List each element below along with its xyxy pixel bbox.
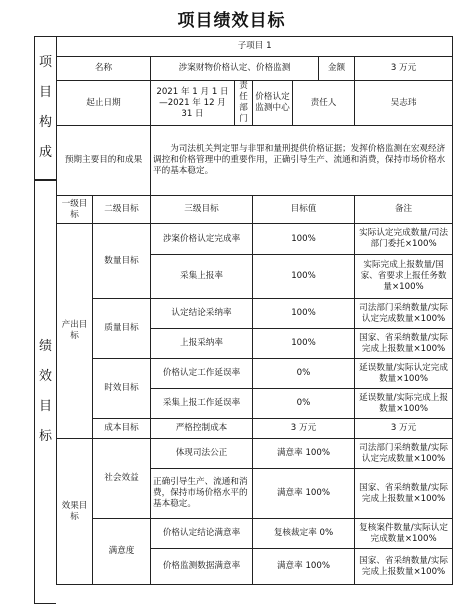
section-char: 目 <box>38 399 52 414</box>
section-char: 效 <box>38 369 52 384</box>
table-row <box>57 224 453 255</box>
target-cell: 100% <box>253 299 355 329</box>
sub-project-title: 子项目 1 <box>57 37 453 57</box>
l3-cell: 价格监测数据满意率 <box>151 549 253 585</box>
name-value: 涉案财物价格认定、价格监测 <box>151 57 319 81</box>
group-timeliness: 时效目标 <box>93 359 151 419</box>
note-cell: 延误数量/实际认定完成数量×100% <box>355 359 453 389</box>
note-cell: 延误数量/实际完成上报数量×100% <box>355 389 453 419</box>
period-value: 2021 年 1 月 1 日—2021 年 12 月 31 日 <box>151 81 235 126</box>
note-cell: 司法部门采纳数量/实际认定完成数量×100% <box>355 439 453 469</box>
amount-label: 金额 <box>319 57 355 81</box>
group-quantity: 数量目标 <box>93 224 151 299</box>
table-row <box>57 299 453 329</box>
note-cell: 国家、省采纳数量/实际完成上报数量×100% <box>355 329 453 359</box>
section-char: 项 <box>38 55 52 70</box>
section-char: 目 <box>38 85 52 100</box>
section-label-project <box>34 36 56 180</box>
note-cell: 司法部门采纳数量/实际认定完成数量×100% <box>355 299 453 329</box>
target-cell: 0% <box>253 359 355 389</box>
outcome-value: 为司法机关判定罪与非罪和量刑提供价格证据；发挥价格监测在宏观经济调控和价格管理中的重要作用，正确引导生产、流通和消费，保持市场价格水平的基本稳定。 <box>151 126 453 196</box>
target-cell: 复核裁定率 0% <box>253 519 355 549</box>
l3-cell: 认定结论采纳率 <box>151 299 253 329</box>
outcome-label: 预期主要目的和成果 <box>57 126 151 196</box>
target-cell: 0% <box>253 389 355 419</box>
amount-value: 3 万元 <box>355 57 453 81</box>
l3-cell: 价格认定结论满意率 <box>151 519 253 549</box>
dept-label: 责任部门 <box>235 81 253 126</box>
col-level1: 一级目标 <box>57 196 93 224</box>
group-satisfaction: 满意度 <box>93 519 151 585</box>
section-char: 绩 <box>38 339 52 354</box>
l3-cell: 上报采纳率 <box>151 329 253 359</box>
page-title: 项目绩效目标 <box>177 11 286 31</box>
table-row <box>57 419 453 439</box>
performance-table <box>56 36 453 585</box>
group-cost: 成本目标 <box>93 419 151 439</box>
target-cell: 100% <box>253 329 355 359</box>
l3-cell: 严格控制成本 <box>151 419 253 439</box>
table-row <box>57 439 453 469</box>
name-label: 名称 <box>57 57 151 81</box>
section-char: 标 <box>38 429 52 444</box>
person-value: 吴志玮 <box>355 81 453 126</box>
l3-cell: 正确引导生产、流通和消费，保持市场价格水平的基本稳定。 <box>151 469 253 519</box>
l3-cell: 采集上报工作延误率 <box>151 389 253 419</box>
note-cell: 实际完成上报数量/国家、省要求上报任务数量×100% <box>355 255 453 299</box>
section-char: 成 <box>38 145 52 160</box>
output-label: 产出目标 <box>57 224 93 439</box>
l3-cell: 采集上报率 <box>151 255 253 299</box>
table-row <box>57 359 453 389</box>
l3-cell: 价格认定工作延误率 <box>151 359 253 389</box>
table-row <box>57 519 453 549</box>
target-cell: 100% <box>253 224 355 255</box>
col-level2: 二级目标 <box>93 196 151 224</box>
period-label: 起止日期 <box>57 81 151 126</box>
target-cell: 3 万元 <box>253 419 355 439</box>
note-cell: 国家、省采纳数量/实际完成上报数量×100% <box>355 549 453 585</box>
note-cell: 国家、省采纳数量/实际完成上报数量×100% <box>355 469 453 519</box>
person-label: 责任人 <box>293 81 355 126</box>
dept-value: 价格认定监测中心 <box>253 81 293 126</box>
l3-cell: 涉案价格认定完成率 <box>151 224 253 255</box>
target-cell: 满意率 100% <box>253 469 355 519</box>
note-cell: 复核案件数量/实际认定完成数量×100% <box>355 519 453 549</box>
group-quality: 质量目标 <box>93 299 151 359</box>
group-social: 社会效益 <box>93 439 151 519</box>
note-cell: 3 万元 <box>355 419 453 439</box>
col-note: 备注 <box>355 196 453 224</box>
effect-label: 效果目标 <box>57 439 93 585</box>
col-level3: 三级目标 <box>151 196 253 224</box>
col-target: 目标值 <box>253 196 355 224</box>
target-cell: 满意率 100% <box>253 439 355 469</box>
target-cell: 满意率 100% <box>253 549 355 585</box>
section-char: 构 <box>38 115 52 130</box>
section-label-performance <box>34 180 56 604</box>
l3-cell: 体现司法公正 <box>151 439 253 469</box>
note-cell: 实际认定完成数量/司法部门委托×100% <box>355 224 453 255</box>
target-cell: 100% <box>253 255 355 299</box>
